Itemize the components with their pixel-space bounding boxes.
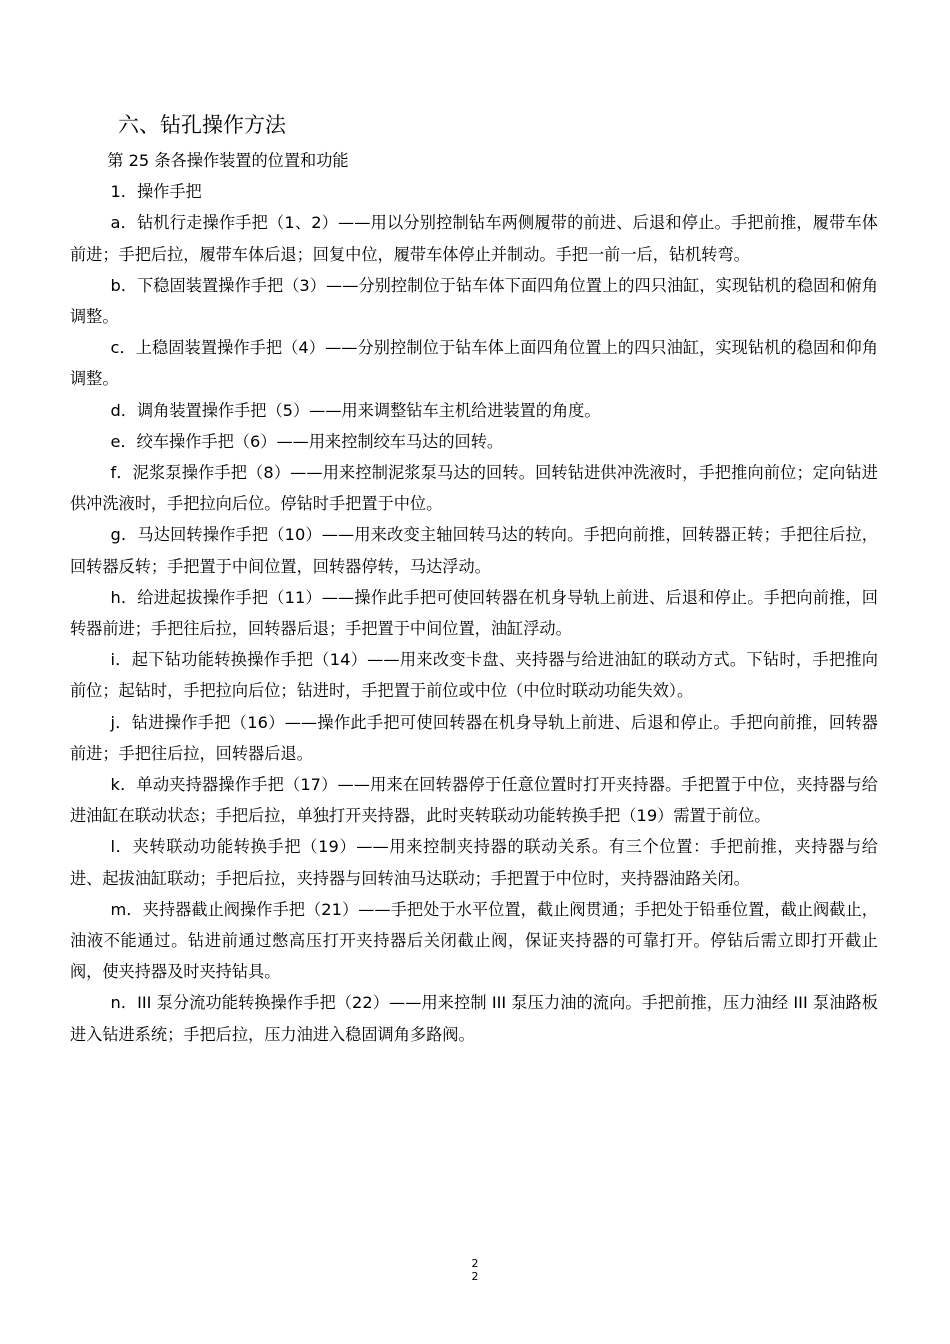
item-k-paragraph: k．单动夹持器操作手把（17）——用来在回转器停于任意位置时打开夹持器。手把置于中位，夹持器与给进油缸在联动状态；手把后拉，单独打开夹持器，此时夹转联动功能转换手把（19）需置于前位。 [70,775,878,826]
subsection-heading: 1．操作手把 [110,182,202,202]
item-h-paragraph: h．给进起拔操作手把（11）——操作此手把可使回转器在机身导轨上前进、后退和停止。手把向前推，回转器前进；手把往后拉，回转器后退；手把置于中间位置，油缸浮动。 [70,587,878,639]
page-number-bottom: 2 [471,1270,479,1283]
item-e-paragraph: e．绞车操作手把（6）——用来控制绞车马达的回转。 [110,431,504,451]
item-l-paragraph: l．夹转联动功能转换手把（19）——用来控制夹持器的联动关系。有三个位置：手把前推，夹持器与给进、起拔油缸联动；手把后拉，夹持器与回转油马达联动；手把置于中位时，夹持器油路关闭。 [70,837,878,888]
body-text [70,145,878,1050]
item-i-paragraph: i．起下钻功能转换操作手把（14）——用来改变卡盘、夹持器与给进油缸的联动方式。下钻时，手把推向前位；起钻时，手把拉向后位；钻进时，手把置于前位或中位（中位时联动功能失效）。 [70,650,878,701]
article-heading: 第 25 条各操作装置的位置和功能 [107,151,349,170]
item-n-paragraph: n．III 泵分流功能转换操作手把（22）——用来控制 III 泵压力油的流向。手把前推，压力油经 III 泵油路板进入钻进系统；手把后拉，压力油进入稳固调角多路阀。 [70,993,878,1044]
item-m-paragraph: m．夹持器截止阀操作手把（21）——手把处于水平位置，截止阀贯通；手把处于铅垂位置，截止阀截止，油液不能通过。钻进前通过憋高压打开夹持器后关闭截止阀，保证夹持器的可靠打开。停钻后需立即打开截止阀，使夹持器及时夹持钻具。 [70,899,878,982]
item-c-paragraph: c．上稳固装置操作手把（4）——分别控制位于钻车体上面四角位置上的四只油缸，实现钻机的稳固和仰角调整。 [70,338,878,389]
item-j-paragraph: j．钻进操作手把（16）——操作此手把可使回转器在机身导轨上前进、后退和停止。手把向前推，回转器前进；手把往后拉，回转器后退。 [70,712,878,763]
item-d-paragraph: d．调角装置操作手把（5）——用来调整钻车主机给进装置的角度。 [110,400,601,420]
page-number-top: 2 [471,1257,479,1270]
item-b-paragraph: b．下稳固装置操作手把（3）——分别控制位于钻车体下面四角位置上的四只油缸，实现钻机的稳固和俯角调整。 [70,275,878,327]
item-a-paragraph: a．钻机行走操作手把（1、2）——用以分别控制钻车两侧履带的前进、后退和停止。手把前推，履带车体前进；手把后拉，履带车体后退；回复中位，履带车体停止并制动。手把一前一后，钻机转弯。 [70,213,878,264]
section-title: 六、钻孔操作方法 [118,113,286,137]
item-g-paragraph: g．马达回转操作手把（10）——用来改变主轴回转马达的转向。手把向前推，回转器正转；手把往后拉，回转器反转；手把置于中间位置，回转器停转，马达浮动。 [70,525,878,576]
item-f-paragraph: f．泥浆泵操作手把（8）——用来控制泥浆泵马达的回转。回转钻进供冲洗液时，手把推向前位；定向钻进供冲洗液时，手把拉向后位。停钻时手把置于中位。 [70,463,878,514]
